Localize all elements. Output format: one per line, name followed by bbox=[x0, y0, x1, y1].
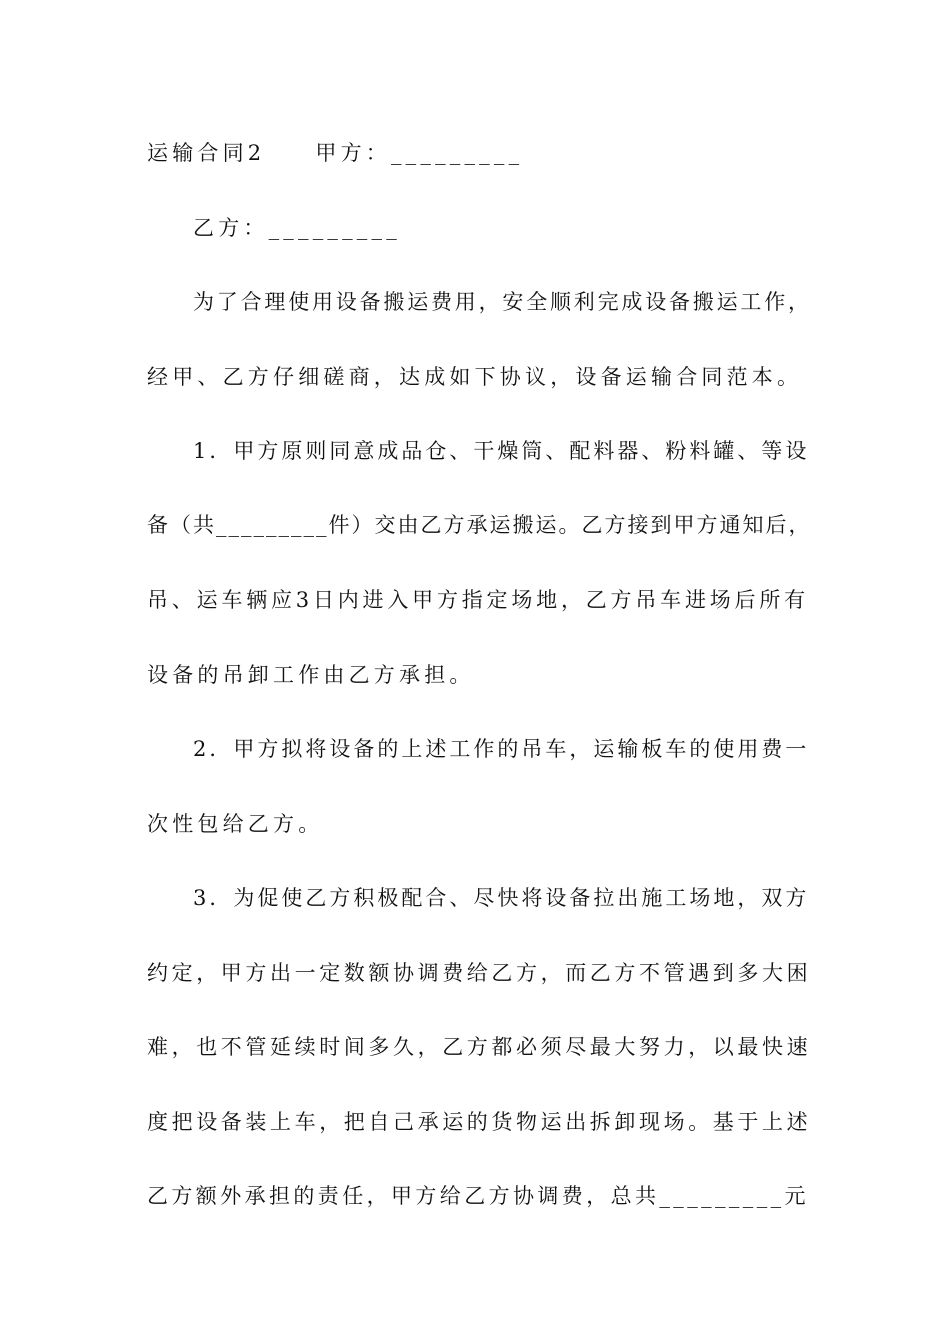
paragraph-line: 为了合理使用设备搬运费用，安全顺利完成设备搬运工作， bbox=[193, 290, 812, 314]
document-title: 运输合同2 bbox=[147, 141, 266, 165]
header-line bbox=[147, 138, 523, 168]
paragraph-line: 吊、运车辆应3日内进入甲方指定场地，乙方吊车进场后所有 bbox=[147, 588, 809, 612]
paragraph-line: 备（共_________件）交由乙方承运搬运。乙方接到甲方通知后， bbox=[147, 513, 812, 537]
paragraph-line: 3．为促使乙方积极配合、尽快将设备拉出施工场地，双方 bbox=[193, 886, 810, 910]
paragraph-line: 约定，甲方出一定数额协调费给乙方，而乙方不管遇到多大困 bbox=[147, 961, 812, 985]
paragraph-line: 次性包给乙方。 bbox=[147, 812, 324, 836]
party-b-field: 乙方：_________ bbox=[193, 216, 401, 240]
paragraph-line: 2．甲方拟将设备的上述工作的吊车，运输板车的使用费一 bbox=[193, 737, 810, 761]
paragraph-line: 1．甲方原则同意成品仓、干燥筒、配料器、粉料罐、等设 bbox=[193, 439, 810, 463]
paragraph-line: 度把设备装上车，把自己承运的货物运出拆卸现场。基于上述 bbox=[147, 1110, 812, 1134]
paragraph-line: 设备的吊卸工作由乙方承担。 bbox=[147, 663, 475, 687]
paragraph-line: 难，也不管延续时间多久，乙方都必须尽最大努力，以最快速 bbox=[147, 1035, 812, 1059]
paragraph-line: 乙方额外承担的责任，甲方给乙方协调费，总共_________元 bbox=[147, 1184, 809, 1208]
party-a-field: 甲方：_________ bbox=[315, 141, 524, 165]
paragraph-line: 经甲、乙方仔细磋商，达成如下协议，设备运输合同范本。 bbox=[147, 365, 803, 389]
